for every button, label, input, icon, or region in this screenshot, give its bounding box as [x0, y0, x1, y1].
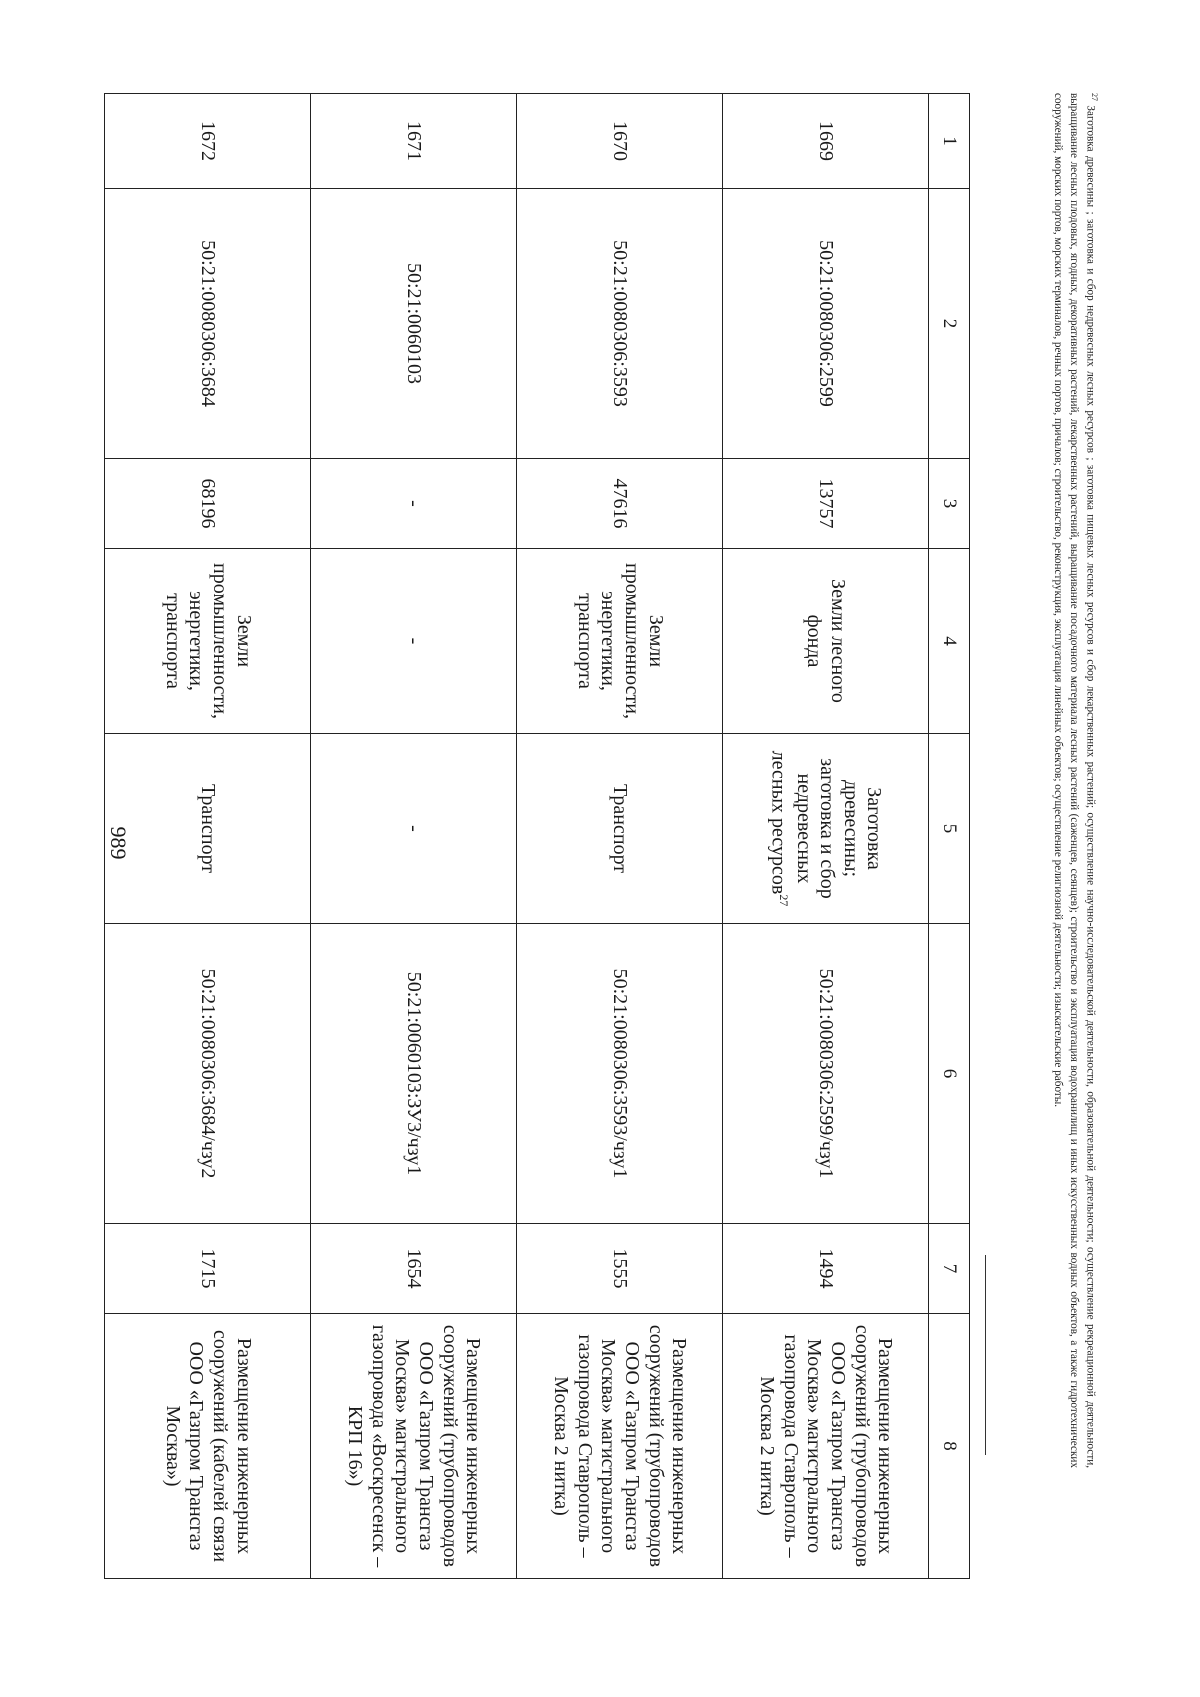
- purpose-description: Размещение инженерных сооружений (кабелей связи ООО «Газпром Трансгаз Москва»): [105, 1314, 311, 1579]
- purpose-description: Размещение инженерных сооружений (трубопроводов ООО «Газпром Трансгаз Москва» магистрального газопровода Ставрополь – Москва 2 нитка): [723, 1314, 929, 1579]
- footnote-text: Заготовка древесины ; заготовка и сбор недревесных лесных ресурсов ; заготовка пищевых лесных ресурсов и сбор лекарственных растений; осуществление научно-исследовательской деятельности, образовательной деятельности; осуществление рекреационной деятельности, выращивание лесных плодовых, ягодных, декоративных растений, лекарственных растений, выращивание посадочного материала лесных растений (саженцев, сеянцев); строительство и эксплуатация водохранилищ и иных искусственных водных объектов, а также гидротехнических сооружений, морских портов, морских терминалов, речных портов, причалов; строительство, реконструкция, эксплуатация линейных объектов; осуществление религиозной деятельности; изыскательские работы.: [1052, 93, 1097, 1468]
- part-cadastral-number: 50:21:0080306:3684/чзу2: [105, 924, 311, 1224]
- cadastral-number: 50:21:0080306:2599: [723, 189, 929, 459]
- header-col-7: 7: [929, 1224, 970, 1314]
- permitted-use-text: Заготовка древесины; заготовка и сбор недревесных лесных ресурсов: [767, 750, 886, 899]
- row-number: 1670: [517, 94, 723, 189]
- part-cadastral-number: 50:21:0080306:2599/чзу1: [723, 924, 929, 1224]
- purpose-description: Размещение инженерных сооружений (трубопроводов ООО «Газпром Трансгаз Москва» магистрального газопровода Ставрополь – Москва 2 нитка): [517, 1314, 723, 1579]
- permitted-use: [723, 734, 929, 924]
- table-row: [723, 94, 929, 1579]
- header-col-2: 2: [929, 189, 970, 459]
- part-area-value: 1555: [517, 1224, 723, 1314]
- header-col-3: 3: [929, 459, 970, 549]
- permitted-use: Транспорт: [105, 734, 311, 924]
- part-area-value: 1715: [105, 1224, 311, 1314]
- land-register-table-wrapper: [145, 93, 970, 1578]
- part-area-value: 1654: [311, 1224, 517, 1314]
- footnote-mark: 27: [1090, 93, 1099, 101]
- page-number: 989: [106, 826, 131, 860]
- footnote-divider: [985, 1255, 986, 1455]
- part-cadastral-number: 50:21:0060103:ЗУ3/чзу1: [311, 924, 517, 1224]
- area-value: 68196: [105, 459, 311, 549]
- table-row: [105, 94, 311, 1579]
- header-col-1: 1: [929, 94, 970, 189]
- header-col-6: 6: [929, 924, 970, 1224]
- header-col-8: 8: [929, 1314, 970, 1579]
- footnote-ref: 27: [776, 894, 791, 907]
- row-number: 1671: [311, 94, 517, 189]
- table-row: [311, 94, 517, 1579]
- land-category: Земли промышленности, энергетики, транспорта: [105, 549, 311, 734]
- area-value: 13757: [723, 459, 929, 549]
- table-row: [517, 94, 723, 1579]
- land-category: -: [311, 549, 517, 734]
- area-value: 47616: [517, 459, 723, 549]
- area-value: -: [311, 459, 517, 549]
- footnote: [1050, 93, 1100, 1468]
- purpose-description: Размещение инженерных сооружений (трубопроводов ООО «Газпром Трансгаз Москва» магистрального газопровода «Воскресенск – КРП 16»): [311, 1314, 517, 1579]
- permitted-use: -: [311, 734, 517, 924]
- header-col-4: 4: [929, 549, 970, 734]
- cadastral-number: 50:21:0080306:3684: [105, 189, 311, 459]
- land-category: Земли лесного фонда: [723, 549, 929, 734]
- row-number: 1669: [723, 94, 929, 189]
- part-area-value: 1494: [723, 1224, 929, 1314]
- row-number: 1672: [105, 94, 311, 189]
- part-cadastral-number: 50:21:0080306:3593/чзу1: [517, 924, 723, 1224]
- land-register-table: [104, 93, 970, 1579]
- land-category: Земли промышленности, энергетики, транспорта: [517, 549, 723, 734]
- table-header-row: [929, 94, 970, 1579]
- cadastral-number: 50:21:0060103: [311, 189, 517, 459]
- permitted-use: Транспорт: [517, 734, 723, 924]
- header-col-5: 5: [929, 734, 970, 924]
- cadastral-number: 50:21:0080306:3593: [517, 189, 723, 459]
